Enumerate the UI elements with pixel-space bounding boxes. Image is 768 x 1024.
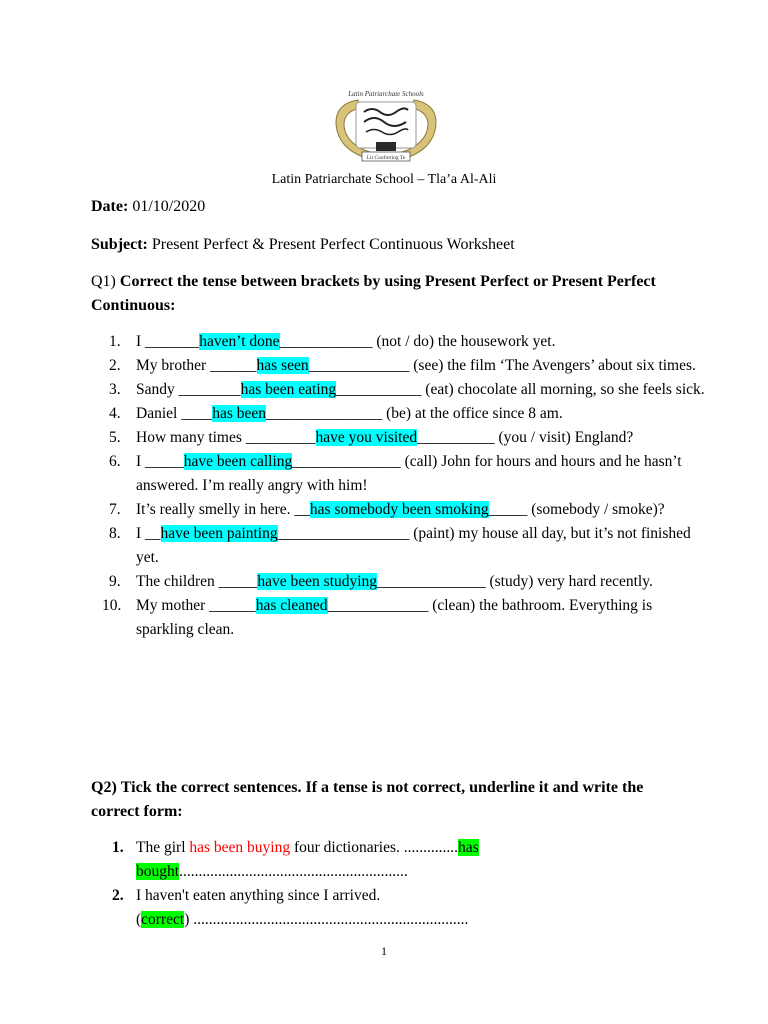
- item-number: 4.: [109, 405, 121, 422]
- school-crest-icon: [330, 88, 442, 166]
- item-text-before: How many times _________: [136, 429, 316, 446]
- item-text-after: _____________ (clean) the bathroom. Everything is sparkling clean.: [136, 597, 653, 638]
- answer-highlight: has been: [212, 405, 266, 422]
- item-number: 7.: [109, 501, 121, 518]
- question-1-heading: [91, 270, 691, 318]
- item-text-after: ) .......................................................................: [184, 911, 469, 928]
- date-label: Date:: [91, 198, 129, 215]
- list-item: [91, 570, 711, 594]
- item-text-before: I __: [136, 525, 161, 542]
- answer-highlight: has cleaned: [255, 597, 328, 614]
- date-value: 01/10/2020: [132, 198, 206, 215]
- item-number: 6.: [109, 453, 121, 470]
- answer-highlight: has been eating: [240, 381, 337, 398]
- list-item: [91, 594, 711, 642]
- list-item: [91, 426, 711, 450]
- subject-row: [91, 236, 515, 254]
- item-number: 2.: [109, 357, 121, 374]
- question-2-list: [91, 836, 711, 932]
- item-number: 1.: [109, 333, 121, 350]
- school-logo: [330, 88, 442, 166]
- answer-highlight: haven’t done: [199, 333, 280, 350]
- question-1-instruction: Correct the tense between brackets by using Present Perfect or Present Perfect Continuous:: [91, 273, 656, 314]
- item-text-before: It’s really smelly in here. __: [136, 501, 310, 518]
- item-text-before: I _____: [136, 453, 184, 470]
- item-number: 1.: [112, 839, 124, 856]
- school-name: Latin Patriarchate School – Tla’a Al-Ali: [271, 172, 497, 187]
- question-1-list: [91, 330, 711, 642]
- question-2-heading: [91, 776, 691, 824]
- list-item: [91, 498, 711, 522]
- item-text-before: My brother ______: [136, 357, 257, 374]
- subject-label: Subject:: [91, 236, 148, 253]
- date-row: [91, 198, 205, 216]
- item-number: 5.: [109, 429, 121, 446]
- item-text-after: _____ (somebody / smoke)?: [488, 501, 665, 518]
- list-item: [91, 402, 711, 426]
- answer-highlight: have been calling: [183, 453, 293, 470]
- item-text-after: __________ (you / visit) England?: [417, 429, 634, 446]
- item-text-before: My mother ______: [136, 597, 256, 614]
- item-text-middle: four dictionaries. ..............: [290, 839, 458, 856]
- logo-motto: Lit Conforting Te: [366, 155, 406, 161]
- list-item: [91, 884, 711, 932]
- item-text-after: ...........................................................: [179, 863, 408, 880]
- answer-highlight: has seen: [256, 357, 309, 374]
- correction-highlight: correct: [141, 911, 185, 928]
- item-text-after: _____________ (see) the film ‘The Avengers’ about six times.: [308, 357, 696, 374]
- question-1-number: Q1): [91, 273, 116, 290]
- item-text-before: The children _____: [136, 573, 258, 590]
- list-item: [91, 354, 711, 378]
- item-text-after: ___________ (eat) chocolate all morning, so she feels sick.: [336, 381, 705, 398]
- item-text-after: ____________ (not / do) the housework yet.: [279, 333, 556, 350]
- item-open-paren: (: [136, 911, 142, 928]
- item-text-before: Sandy ________: [136, 381, 241, 398]
- item-text-before: The girl: [136, 839, 190, 856]
- item-text-after: _________________ (paint) my house all day, but it’s not finished yet.: [136, 525, 691, 566]
- item-text-after: _______________ (be) at the office since 8 am.: [266, 405, 563, 422]
- list-item: [91, 330, 711, 354]
- correction-highlight: has bought: [136, 839, 479, 880]
- page-number: 1: [381, 944, 387, 958]
- incorrect-tense: has been buying: [189, 839, 291, 856]
- question-2-instruction: Tick the correct sentences. If a tense is not correct, underline it and write the correct form:: [91, 779, 644, 820]
- list-item: [91, 522, 711, 570]
- item-number: 2.: [112, 887, 124, 904]
- question-2-number: Q2): [91, 779, 117, 796]
- answer-highlight: have been painting: [160, 525, 278, 542]
- item-sentence: I haven't eaten anything since I arrived.: [136, 887, 381, 904]
- list-item: [91, 450, 711, 498]
- item-text-after: ______________ (study) very hard recently.: [377, 573, 653, 590]
- item-text-before: I _______: [136, 333, 200, 350]
- item-text-after: ______________ (call) John for hours and hours and he hasn’t answered. I’m really angry with him!: [136, 453, 682, 494]
- item-number: 9.: [109, 573, 121, 590]
- item-number: 10.: [102, 597, 122, 614]
- item-number: 8.: [109, 525, 121, 542]
- answer-highlight: has somebody been smoking: [309, 501, 489, 518]
- list-item: [91, 378, 711, 402]
- list-item: [91, 836, 711, 884]
- item-text-before: Daniel ____: [136, 405, 213, 422]
- logo-text: Latin Patriarchate Schools: [348, 90, 424, 98]
- answer-highlight: have you visited: [315, 429, 418, 446]
- item-number: 3.: [109, 381, 121, 398]
- answer-highlight: have been studying: [257, 573, 378, 590]
- subject-value: Present Perfect & Present Perfect Continuous Worksheet: [151, 236, 515, 253]
